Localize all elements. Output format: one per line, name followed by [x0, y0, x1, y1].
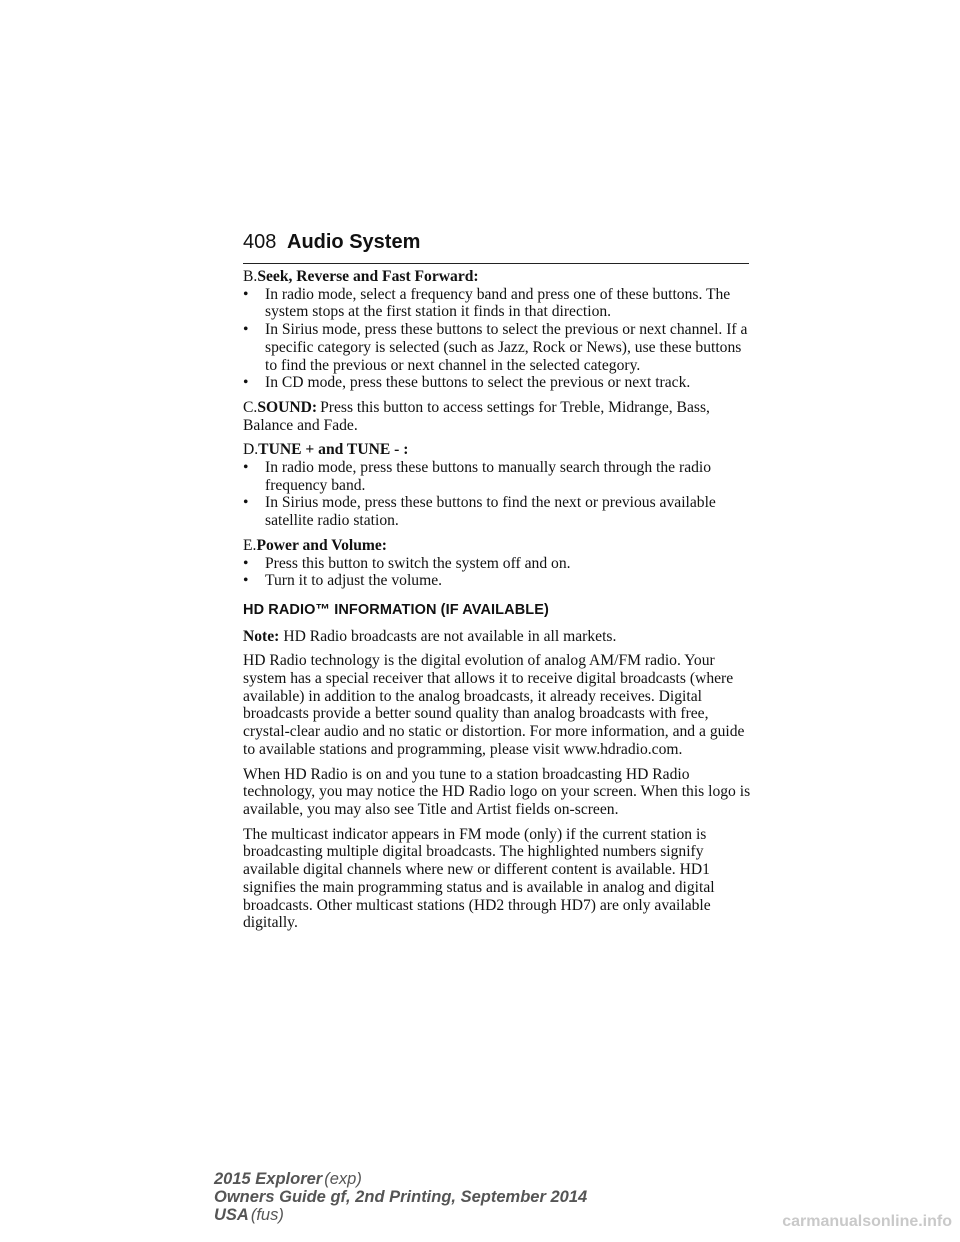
bullet-icon: •	[243, 459, 249, 477]
item-d-bullets	[243, 459, 753, 530]
footer-line-edition: Owners Guide gf, 2nd Printing, September 2014	[214, 1188, 588, 1206]
item-label: TUNE + and TUNE - :	[258, 441, 409, 459]
bullet-icon: •	[243, 494, 249, 512]
list-item: • Turn it to adjust the volume.	[243, 572, 443, 590]
list-item: • In radio mode, select a frequency band and press one of these buttons. The system stops at the first station it finds in that direction.	[243, 285, 731, 321]
note-label: Note:	[243, 627, 280, 645]
page-content	[243, 268, 753, 939]
footer-line-model: 2015 Explorer (exp)	[214, 1170, 362, 1188]
item-b-bullets	[243, 286, 753, 392]
item-b-heading	[243, 268, 753, 286]
bullet-icon: •	[243, 554, 249, 572]
list-item: • In Sirius mode, press these buttons to select the previous or next channel. If a specific category is selected (such as Jazz, Rock or News), use these buttons to find the previous or next channel in the selected category.	[243, 321, 748, 374]
note-paragraph	[243, 628, 753, 646]
list-item: • In Sirius mode, press these buttons to find the next or previous available satellite radio station.	[243, 494, 716, 530]
bullet-icon: •	[243, 374, 249, 392]
page-title: Audio System	[287, 231, 421, 253]
page-number: 408	[243, 231, 277, 253]
list-item: • In CD mode, press these buttons to select the previous or next track.	[243, 374, 691, 392]
item-c-paragraph	[243, 399, 753, 434]
item-letter: C.	[243, 398, 258, 416]
item-e-heading	[243, 537, 753, 555]
note-text: HD Radio broadcasts are not available in all markets.	[283, 627, 617, 645]
item-e-bullets	[243, 555, 753, 590]
page-header	[243, 231, 749, 264]
bullet-icon: •	[243, 572, 249, 590]
section-heading: HD RADIO™ INFORMATION (IF AVAILABLE)	[243, 601, 549, 618]
body-paragraph: HD Radio technology is the digital evolution of analog AM/FM radio. Your system has a special receiver that allows it to receive digital broadcasts (where available) in addition to the analog broadcasts, it already receives. Digital broadcasts provide a better sound quality than analog broadcasts with free, crystal-clear audio and no static or distortion. For more information, and a guide to available stations and programming, please visit www.hdradio.com.	[243, 652, 745, 758]
bullet-icon: •	[243, 321, 249, 339]
item-text: Press this button to access settings for Treble, Midrange, Bass, Balance and Fade.	[243, 398, 710, 434]
list-item: • In radio mode, press these buttons to manually search through the radio frequency band.	[243, 459, 712, 494]
page-footer	[214, 1170, 587, 1224]
item-letter: D.	[243, 441, 259, 459]
body-paragraph: When HD Radio is on and you tune to a station broadcasting HD Radio technology, you may notice the HD Radio logo on your screen. When this logo is available, you may also see Title and Artist fields on-screen.	[243, 765, 751, 818]
body-paragraph: The multicast indicator appears in FM mode (only) if the current station is broadcasting multiple digital broadcasts. The highlighted numbers signify available digital channels where new or different content is available. HD1 signifies the main programming status and is available in analog and digital broadcasts. Other multicast stations (HD2 through HD7) are only available digitally.	[243, 825, 715, 932]
item-label: Seek, Reverse and Fast Forward:	[257, 268, 479, 285]
item-letter: B.	[243, 268, 258, 285]
list-item: • Press this button to switch the system off and on.	[243, 554, 571, 572]
item-d-heading	[243, 441, 753, 459]
item-label: SOUND:	[257, 398, 318, 416]
footer-line-market: USA (fus)	[214, 1206, 284, 1224]
item-letter: E.	[243, 536, 257, 554]
watermark: carmanualsonline.info	[782, 1213, 952, 1230]
item-label: Power and Volume:	[256, 536, 387, 554]
bullet-icon: •	[243, 285, 249, 303]
